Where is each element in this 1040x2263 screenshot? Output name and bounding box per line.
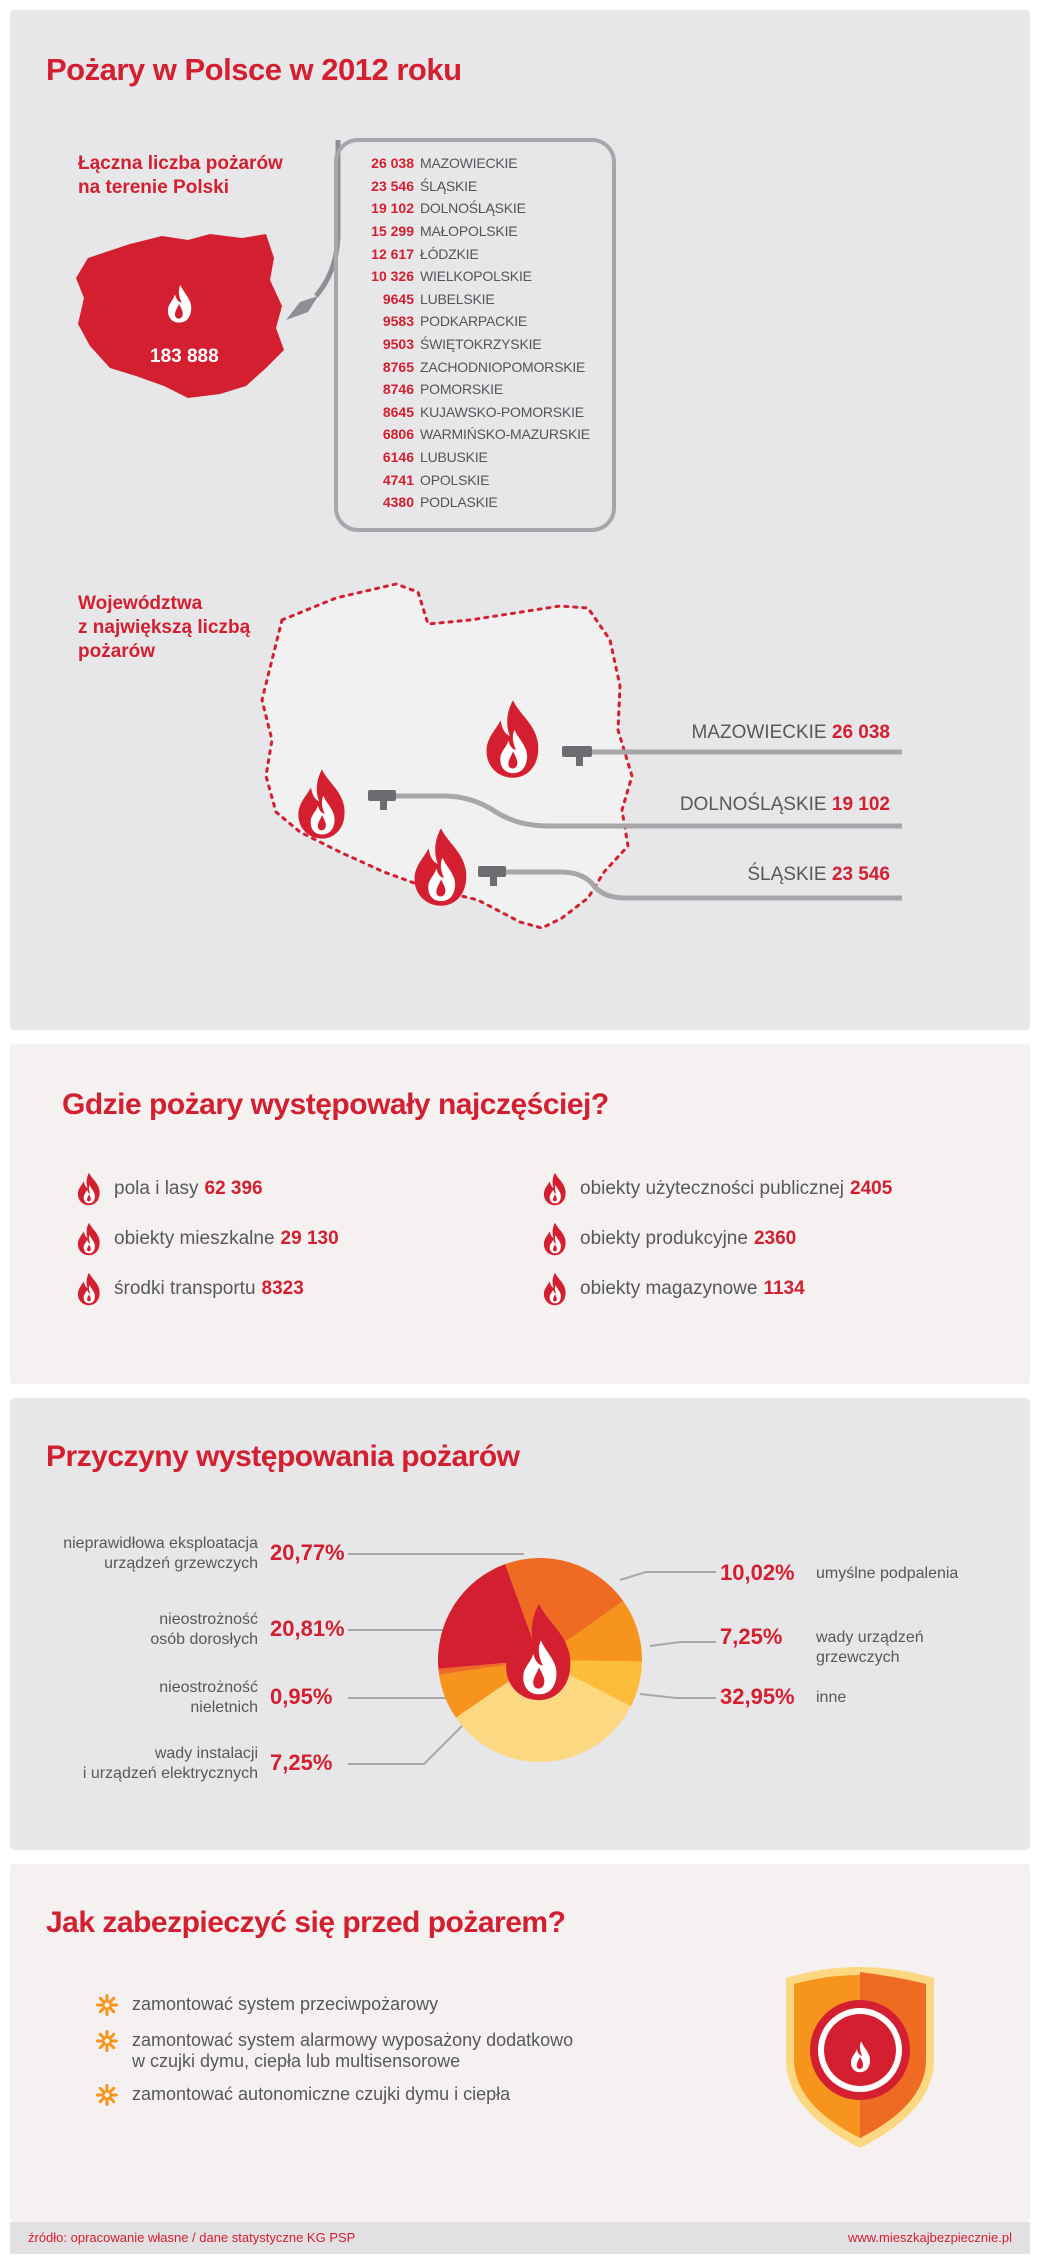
region-name: POMORSKIE (420, 381, 503, 398)
region-value: 23 546 (371, 177, 414, 194)
region-name: PODLASKIE (420, 494, 498, 511)
region-value: 26 038 (371, 155, 414, 172)
region-name: LUBELSKIE (420, 290, 495, 307)
region-value: 6806 (382, 426, 414, 443)
region-value: 8765 (382, 358, 414, 375)
footer-url[interactable]: www.mieszkajbezpiecznie.pl (847, 2230, 1012, 2245)
causes-title: Przyczyny występowania pożarów (46, 1440, 520, 1473)
region-name: MAŁOPOLSKIE (420, 223, 518, 240)
cause-percent: 32,95% (720, 1684, 795, 1709)
region-value: 9503 (382, 336, 414, 353)
region-value: 8645 (382, 403, 414, 420)
place-label: obiekty użyteczności publicznej (580, 1178, 845, 1199)
star-bullet-icon (96, 1994, 118, 2016)
region-name: ZACHODNIOPOMORSKIE (420, 358, 586, 375)
total-label-line1: Łączna liczba pożarów (78, 153, 283, 174)
region-name: DOLNOŚLĄSKIE (420, 200, 526, 217)
top-region-2-value: 19 102 (831, 794, 890, 815)
place-value: 29 130 (280, 1228, 339, 1249)
place-label: środki transportu (114, 1278, 256, 1299)
total-label-line2: na terenie Polski (78, 177, 230, 198)
shield-icon (780, 1962, 940, 2152)
star-bullet-icon (96, 2084, 118, 2106)
region-value: 12 617 (371, 245, 414, 262)
cause-label-right: umyślne podpalenia (816, 1565, 959, 1582)
region-name: ŚLĄSKIE (420, 177, 477, 194)
cause-label-left: wady instalacji i urządzeń elektrycznych (82, 1745, 258, 1782)
footer-source: źródło: opracowanie własne / dane statystyczne KG PSP (28, 2230, 356, 2245)
cause-label-left: nieprawidłowa eksploatacja urządzeń grzewczych (63, 1535, 258, 1572)
place-value: 8323 (261, 1278, 304, 1299)
cause-label-left: nieostrożność nieletnich (159, 1679, 258, 1716)
cause-label-left: nieostrożność osób dorosłych (150, 1611, 258, 1648)
top-region-1-value: 26 038 (831, 722, 890, 743)
region-value: 4741 (382, 471, 414, 488)
region-name: ŁÓDZKIE (420, 245, 479, 262)
top-region-3-name: ŚLĄSKIE (747, 864, 827, 885)
region-value: 15 299 (371, 223, 414, 240)
region-name: WIELKOPOLSKIE (420, 268, 532, 285)
region-name: OPOLSKIE (420, 471, 490, 488)
cause-percent: 7,25% (270, 1750, 333, 1775)
where-title: Gdzie pożary występowały najczęściej? (62, 1088, 609, 1121)
place-value: 2360 (753, 1228, 797, 1249)
place-value: 62 396 (204, 1178, 263, 1199)
cause-percent: 10,02% (720, 1560, 795, 1585)
region-value: 10 326 (371, 268, 414, 285)
region-name: WARMIŃSKO-MAZURSKIE (420, 426, 590, 443)
cause-percent: 0,95% (270, 1684, 333, 1709)
region-value: 4380 (382, 494, 414, 511)
cause-label-right: inne (816, 1689, 847, 1706)
place-label: obiekty produkcyjne (580, 1228, 748, 1249)
region-name: LUBUSKIE (420, 449, 488, 466)
star-bullet-icon (96, 2030, 118, 2052)
top-region-2-name: DOLNOŚLĄSKIE (679, 794, 827, 815)
cause-percent: 20,81% (270, 1616, 345, 1641)
region-value: 9645 (382, 290, 414, 307)
place-label: pola i lasy (114, 1178, 199, 1199)
page-title: Pożary w Polsce w 2012 roku (46, 52, 462, 87)
top-label-line2: z największą liczbą (78, 617, 251, 638)
tip-item: zamontować system alarmowy wyposażony dodatkowo w czujki dymu, ciepła lub multisensorowe (96, 2030, 573, 2072)
top-region-1-name: MAZOWIECKIE (691, 722, 827, 743)
place-value: 2405 (850, 1178, 893, 1199)
cause-label-right: wady urządzeń grzewczych (816, 1629, 924, 1666)
total-value: 183 888 (150, 346, 219, 367)
top-label-line1: Województwa (78, 593, 203, 614)
region-name: MAZOWIECKIE (420, 155, 518, 172)
region-name: KUJAWSKO-POMORSKIE (420, 403, 584, 420)
cause-percent: 20,77% (270, 1540, 345, 1565)
tip-item: zamontować autonomiczne czujki dymu i ciepła (96, 2084, 510, 2106)
region-name: ŚWIĘTOKRZYSKIE (420, 336, 542, 353)
place-value: 1134 (763, 1278, 805, 1299)
top-label-line3: pożarów (78, 641, 156, 662)
cause-percent: 7,25% (720, 1624, 783, 1649)
region-value: 6146 (382, 449, 414, 466)
top-region-3-value: 23 546 (831, 864, 890, 885)
region-value: 9583 (382, 313, 414, 330)
region-value: 8746 (382, 381, 414, 398)
place-label: obiekty magazynowe (580, 1278, 758, 1299)
region-name: PODKARPACKIE (420, 313, 528, 330)
region-value: 19 102 (371, 200, 414, 217)
protection-title: Jak zabezpieczyć się przed pożarem? (46, 1906, 566, 1939)
tip-item: zamontować system przeciwpożarowy (96, 1994, 438, 2016)
place-label: obiekty mieszkalne (114, 1228, 275, 1249)
